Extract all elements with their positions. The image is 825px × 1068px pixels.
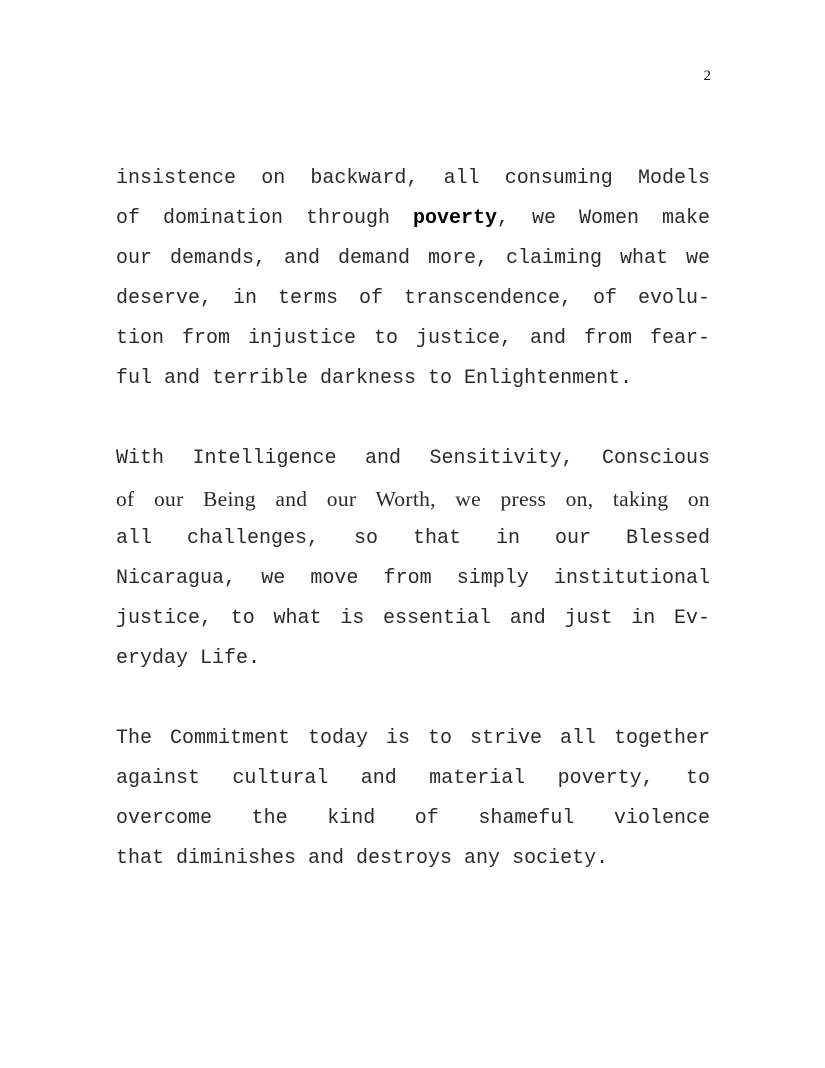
text-line: justice, to what is essential and just in Ev- xyxy=(116,607,710,630)
paragraph-gap xyxy=(116,399,710,439)
text-line: insistence on backward, all consuming Models xyxy=(116,167,710,190)
text-line: of our Being and our Worth, we press on, taking on xyxy=(116,487,710,511)
text-line: overcome the kind of shameful violence xyxy=(116,807,710,830)
text-line: eryday Life. xyxy=(116,647,261,670)
paragraph xyxy=(116,159,710,399)
text-line: With Intelligence and Sensitivity, Conscious xyxy=(116,447,710,470)
text-line: The Commitment today is to strive all together xyxy=(116,727,710,750)
paragraph xyxy=(116,719,710,879)
text-line: of domination through poverty, we Women make xyxy=(116,207,710,230)
text-line: Nicaragua, we move from simply institutional xyxy=(116,567,710,590)
text-line: all challenges, so that in our Blessed xyxy=(116,527,710,550)
text-line: that diminishes and destroys any society. xyxy=(116,847,609,870)
paragraph xyxy=(116,439,710,679)
text-line: against cultural and material poverty, to xyxy=(116,767,710,790)
emphasis-poverty: poverty xyxy=(413,207,498,230)
page-number: 2 xyxy=(703,68,711,84)
paragraph-gap xyxy=(116,679,710,719)
text-line: our demands, and demand more, claiming what we xyxy=(116,247,710,270)
text-line: deserve, in terms of transcendence, of evolu- xyxy=(116,287,710,310)
document-body xyxy=(116,159,710,879)
text-line: ful and terrible darkness to Enlightenment. xyxy=(116,367,633,390)
text-line: tion from injustice to justice, and from fear- xyxy=(116,327,710,350)
